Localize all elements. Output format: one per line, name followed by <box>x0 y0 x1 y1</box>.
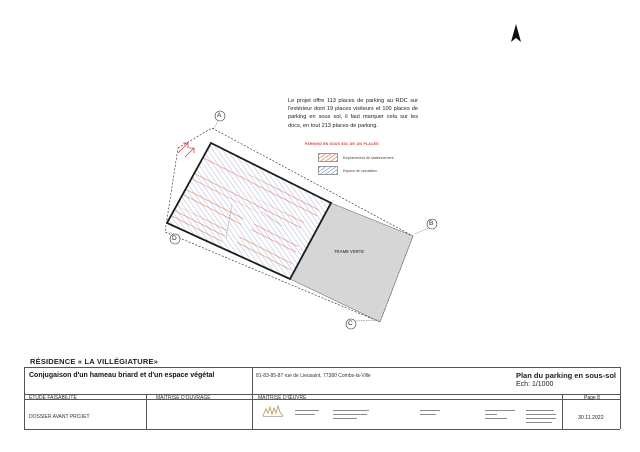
project-subtitle: Conjugaison d'un hameau briard et d'un espace végétal <box>29 372 215 379</box>
label-etude-faisabilite: ÉTUDE FAISABILITÉ <box>29 395 77 401</box>
legend-label: Espace de circulation <box>343 168 378 173</box>
parking-note: Le projet offre 113 places de parking au RDC sur l'extérieur dont 19 places visiteurs et 100 places de parking en sous sol, il faut marquer cela sur les docs, en tout 213 places de parking. <box>288 98 418 129</box>
north-arrow-icon <box>511 24 521 42</box>
point-a-label: A <box>217 111 222 119</box>
circulation-hatch-swatch <box>318 166 338 175</box>
point-c-label: C <box>348 319 353 327</box>
point-b-label: B <box>429 219 434 227</box>
drawing-scale: Ech: 1/1000 <box>516 381 554 388</box>
point-d-label: D <box>172 234 177 242</box>
site-address: 81-83-85-87 rue de Lieusaint, 77380 Combs-la-Ville <box>256 373 371 379</box>
label-maitrise-oeuvre: MAITRISE D'ŒUVRE <box>258 395 307 401</box>
legend-label: Emplacement de stationnement <box>343 155 394 160</box>
drawing-title: Plan du parking en sous-sol <box>515 371 616 380</box>
entrance-arrow-icon <box>178 143 194 157</box>
legend-item-circulation <box>318 166 377 175</box>
architect-logo <box>262 404 284 418</box>
project-name: RÉSIDENCE « LA VILLÉGIATURE» <box>30 357 159 366</box>
label-maitrise-ouvrage: MAITRISE D'OUVRAGE <box>156 395 211 401</box>
drawing-date: 30.11.2022 <box>578 415 604 421</box>
legend-title: PARKING EN SOUS SOL DE 100 PLACES <box>305 142 379 146</box>
phase-label: DOSSIER AVANT PROJET <box>29 414 90 420</box>
legend-item-parking <box>318 153 394 162</box>
green-space-label: TRAME VERTE <box>334 249 365 254</box>
page-number: Page 8 <box>584 395 600 401</box>
parking-hatch-swatch <box>318 153 338 162</box>
